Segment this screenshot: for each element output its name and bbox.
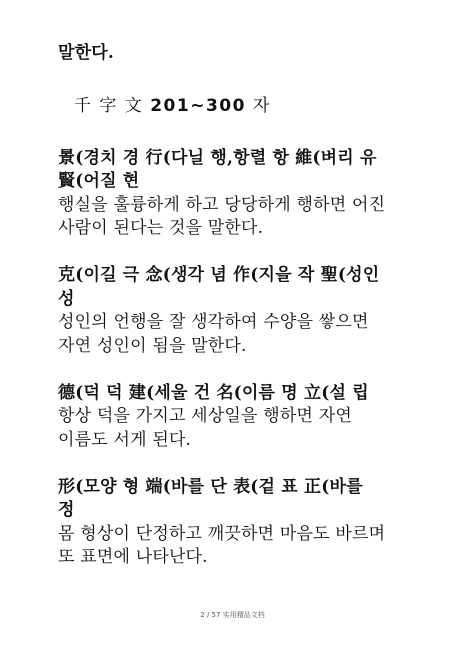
- intro-line: 말한다.: [58, 43, 114, 63]
- entry-1-meaning-line-1: 행실을 훌륭하게 하고 당당하게 행하면 어진: [58, 195, 386, 215]
- entry-1-chars-line-1: 景(경치 경 行(다닐 행,항렬 항 維(벼리 유: [58, 148, 377, 168]
- entry-4-chars-line-1: 形(모양 형 端(바를 단 表(겉 표 正(바를: [58, 477, 363, 497]
- heading-range: 201~300: [150, 96, 246, 116]
- entry-2-chars-line-1: 克(이길 극 念(생각 념 作(지을 작 聖(성인: [58, 265, 380, 285]
- entry-4-meaning-line-1: 몸 형상이 단정하고 깨끗하면 마음도 바르며: [58, 524, 386, 544]
- entry-1-chars-line-2: 賢(어질 현: [58, 171, 140, 191]
- entry-3-meaning-line-2: 이름도 서게 된다.: [58, 430, 192, 450]
- heading-suffix: 자: [245, 96, 271, 116]
- entry-4-chars-line-2: 정: [58, 500, 75, 520]
- entry-1-meaning-line-2: 사람이 된다는 것을 말한다.: [58, 218, 264, 238]
- entry-3-chars-line-1: 德(덕 덕 建(세울 건 名(이름 명 立(설 립: [58, 383, 369, 403]
- entry-4-meaning-line-2: 또 표면에 나타난다.: [58, 547, 208, 567]
- entry-2-meaning-line-2: 자연 성인이 됨을 말한다.: [58, 336, 247, 356]
- entry-2-chars-line-2: 성: [58, 289, 75, 309]
- heading-prefix: 千 字 文: [74, 96, 151, 116]
- page-footer: 2 / 57 实用精品文档: [200, 611, 265, 619]
- entry-3-meaning-line-1: 항상 덕을 가지고 세상일을 행하면 자연: [58, 406, 352, 426]
- section-heading: [74, 95, 271, 117]
- entry-2-meaning-line-1: 성인의 언행을 잘 생각하여 수양을 쌓으면: [58, 312, 369, 332]
